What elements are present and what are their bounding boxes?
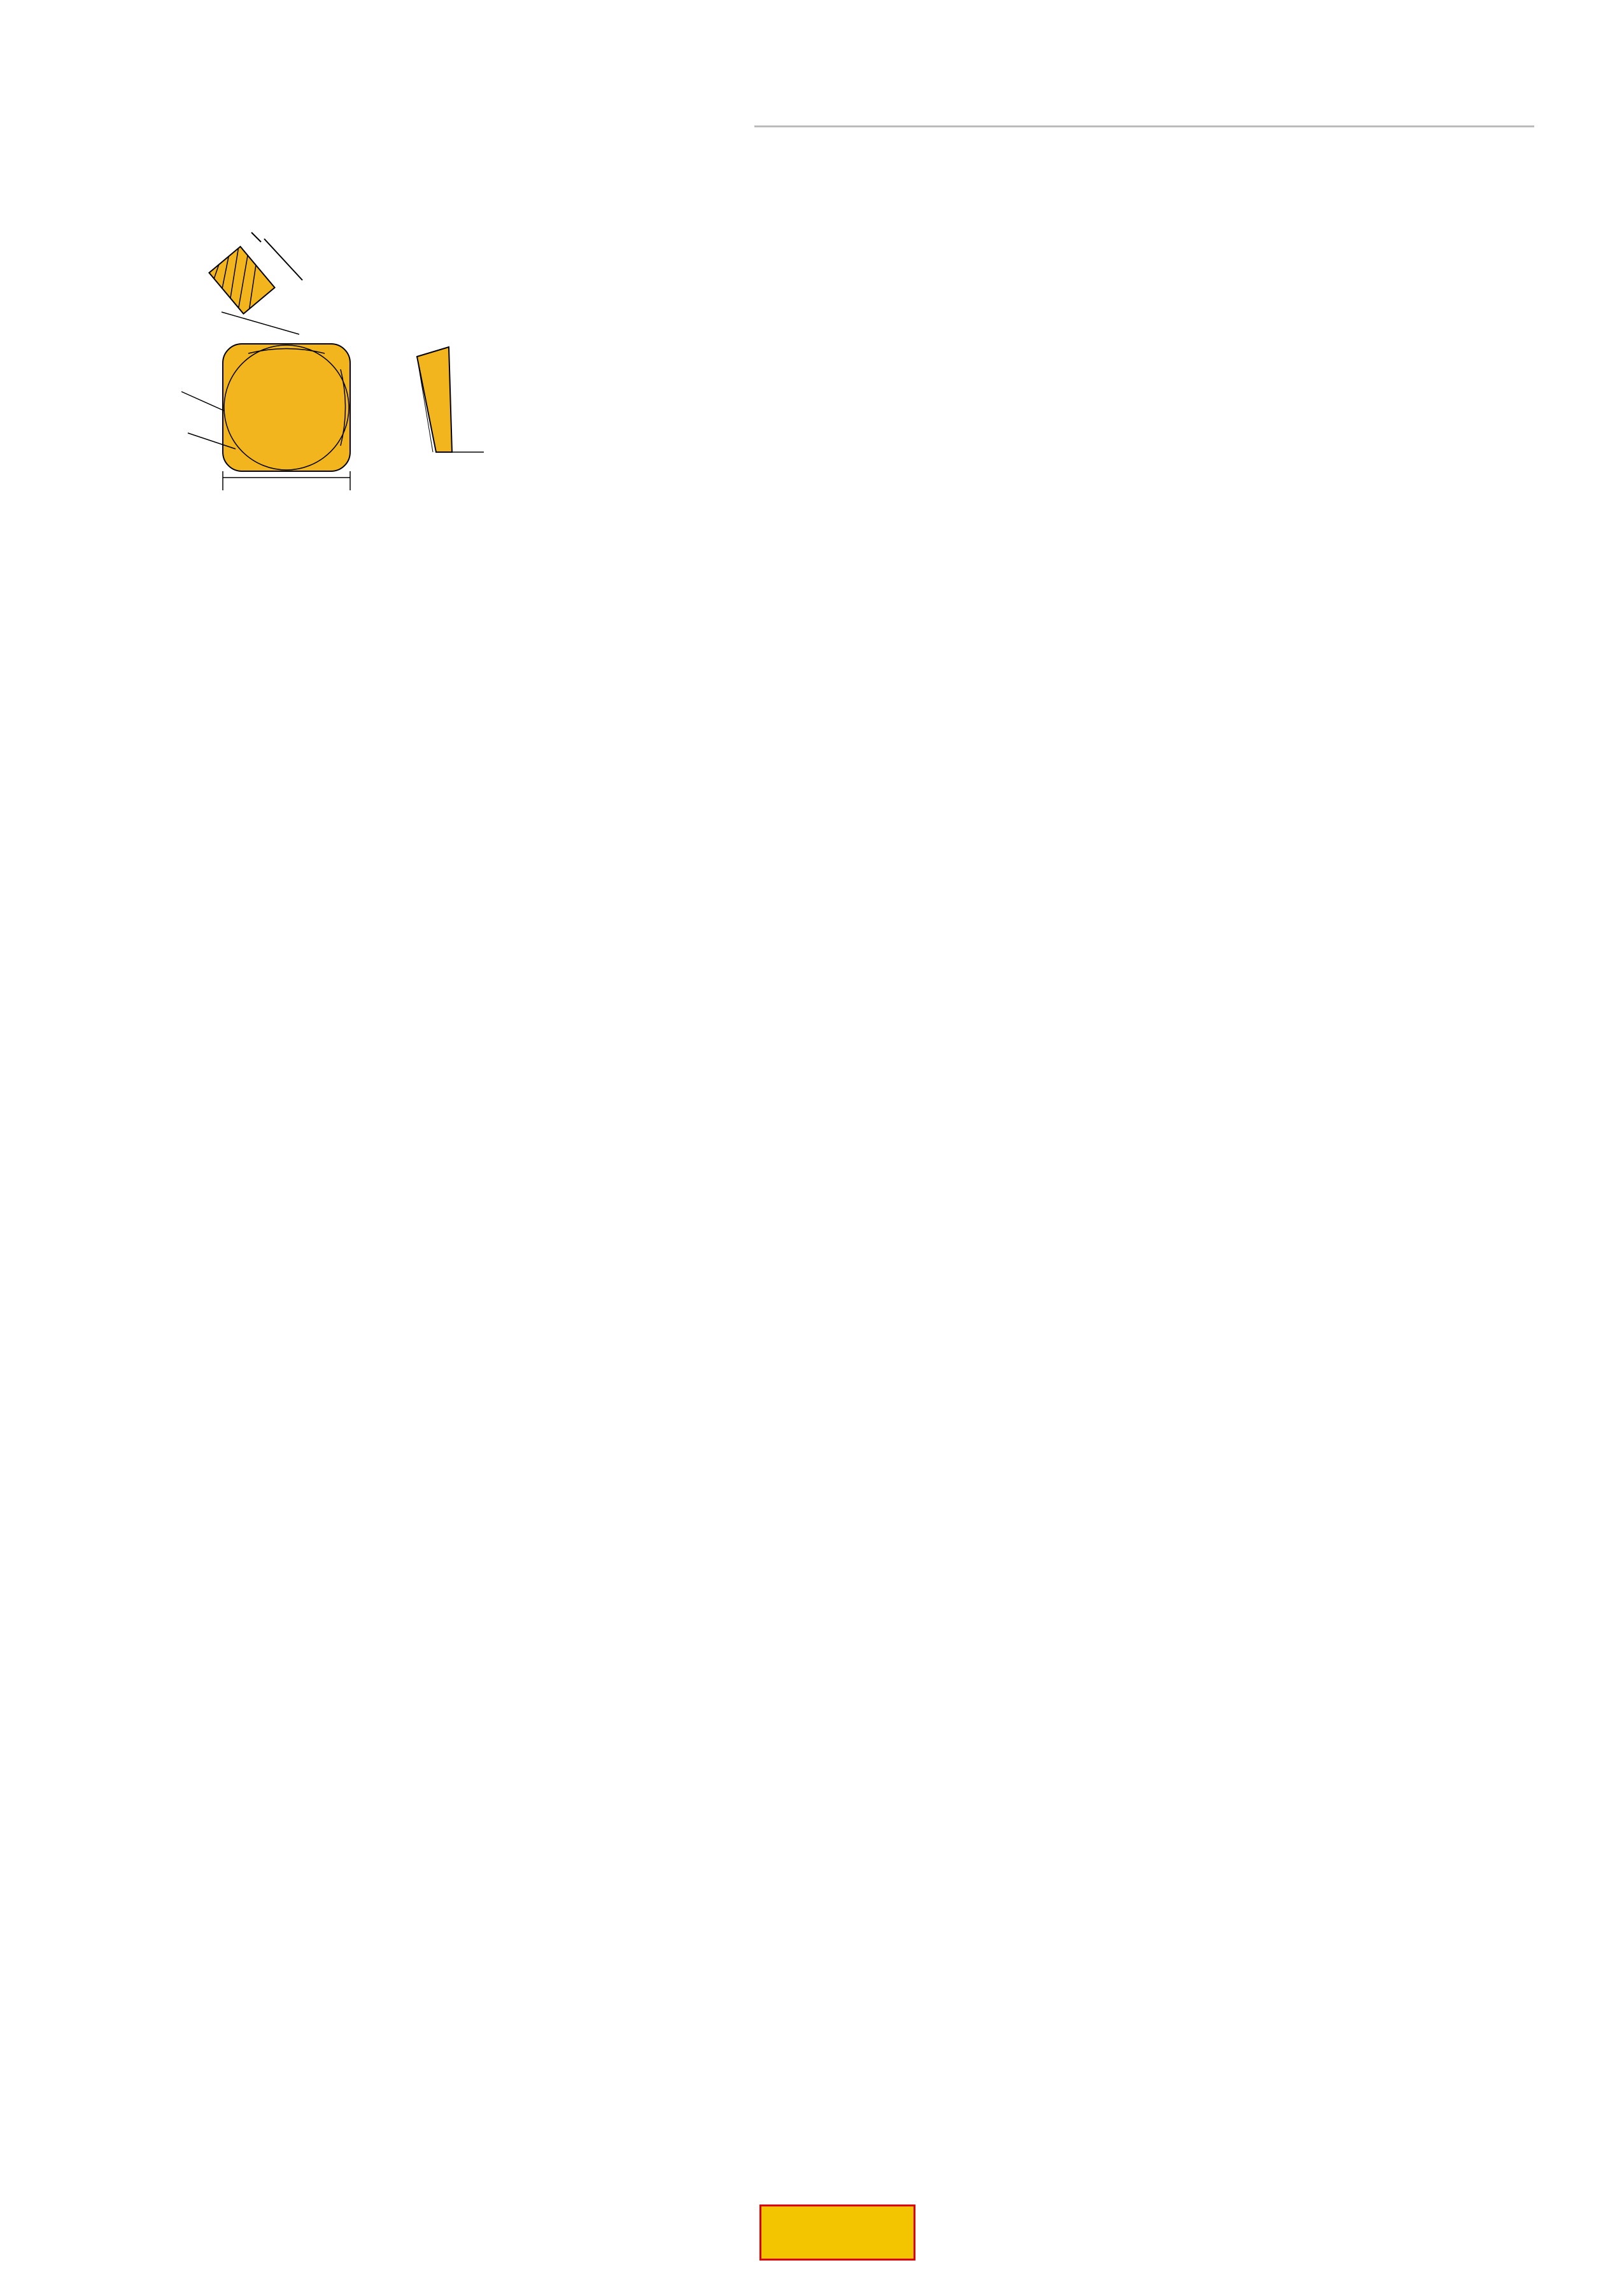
header-rule xyxy=(754,125,1534,127)
sandvik-logo xyxy=(759,2204,915,2261)
insert-geometry-diagram xyxy=(153,220,509,506)
section-tabs xyxy=(0,0,81,2279)
